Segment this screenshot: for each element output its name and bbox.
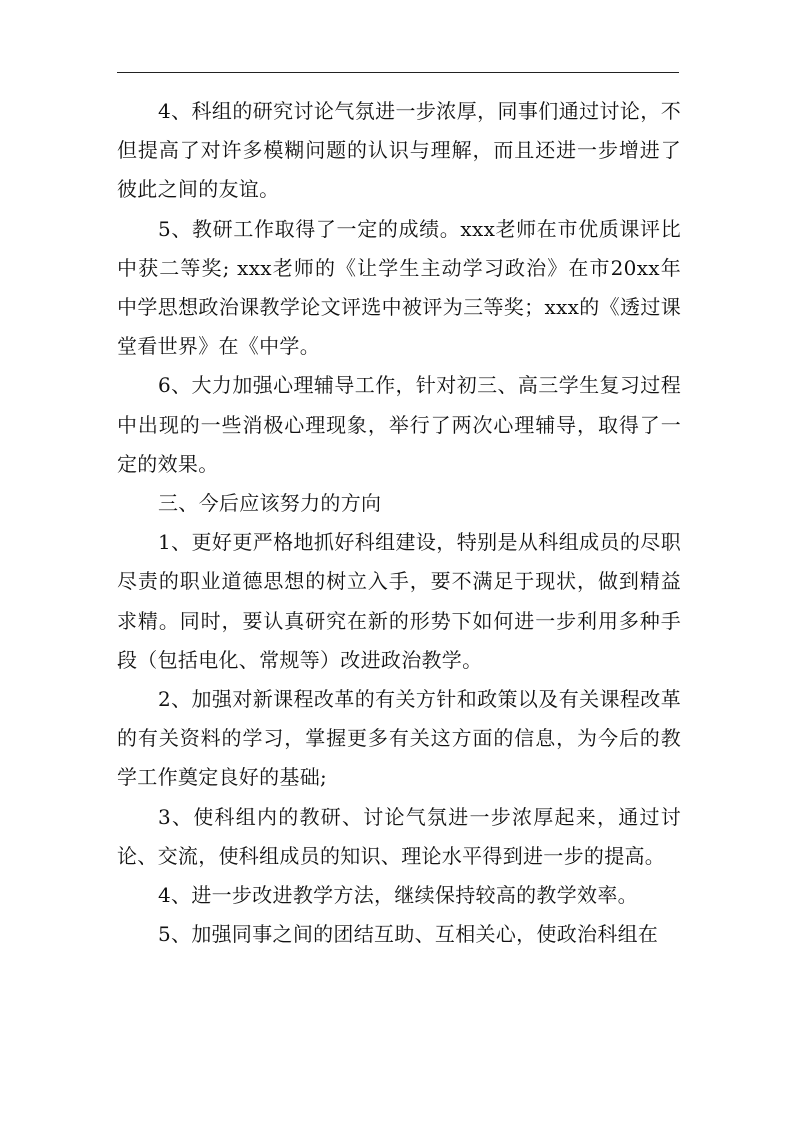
paragraph-future-4: 4、进一步改进教学方法，继续保持较高的教学效率。 (158, 883, 638, 908)
paragraph-future-1: 1、更好更严格地抓好科组建设，特别是从科组成员的尽职尽责的职业道德思想的树立入手，要不满足于现状，做到精益求精。同时，要认真研究在新的形势下如何进一步利用多种手段（包括电化、常规等）改进政治教学。 (117, 530, 681, 672)
section-heading-future-direction: 三、今后应该努力的方向 (158, 491, 382, 516)
paragraph-future-2: 2、加强对新课程改革的有关方针和政策以及有关课程改革的有关资料的学习，掌握更多有关这方面的信息，为今后的教学工作奠定良好的基础; (117, 687, 681, 790)
paragraph-item-6-counseling: 6、大力加强心理辅导工作，针对初三、高三学生复习过程中出现的一些消极心理现象，举行了两次心理辅导，取得了一定的效果。 (117, 373, 681, 476)
paragraph-item-4-discussion: 4、科组的研究讨论气氛进一步浓厚，同事们通过讨论，不但提高了对许多模糊问题的认识与理解，而且还进一步增进了彼此之间的友谊。 (117, 99, 681, 202)
paragraph-item-5-achievements: 5、教研工作取得了一定的成绩。xxx老师在市优质课评比中获二等奖; xxx老师的《让学生主动学习政治》在市20xx年中学思想政治课教学论文评选中被评为三等奖；xxx的《透过课堂看世界》在《中学。 (117, 216, 681, 359)
paragraph-future-5: 5、加强同事之间的团结互助、互相关心，使政治科组在 (158, 922, 659, 947)
paragraph-future-3: 3、使科组内的教研、讨论气氛进一步浓厚起来，通过讨论、交流，使科组成员的知识、理论水平得到进一步的提高。 (117, 804, 681, 868)
header-rule (117, 72, 679, 73)
document-body (117, 92, 681, 954)
